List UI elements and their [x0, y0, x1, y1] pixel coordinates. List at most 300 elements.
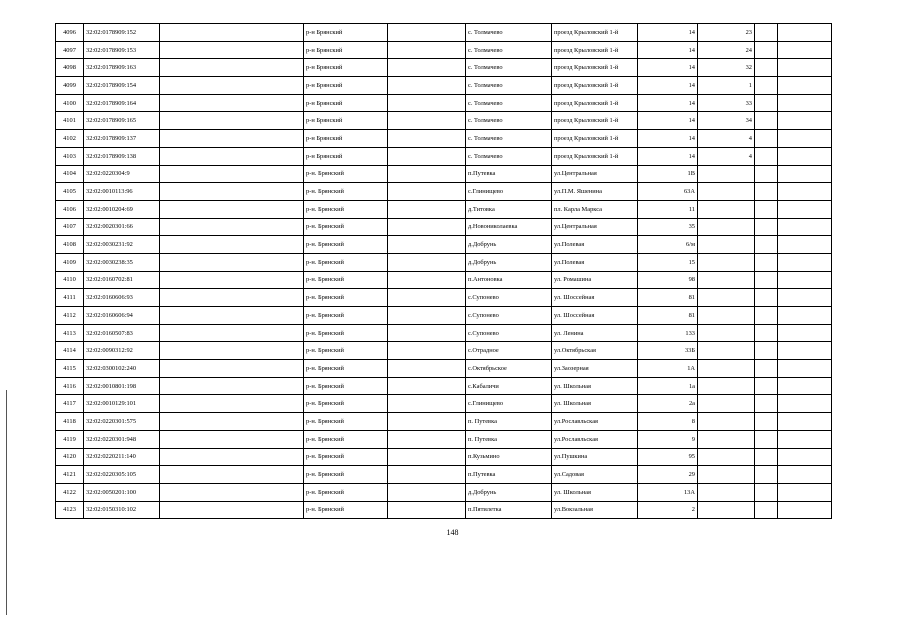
cadastral-number-cell: 32:02:0178909:137: [84, 130, 160, 148]
empty-cell: [755, 466, 778, 484]
flat-number-cell: 33: [698, 94, 755, 112]
empty-cell: [778, 483, 832, 501]
empty-cell: [160, 413, 304, 431]
flat-number-cell: [698, 183, 755, 201]
flat-number-cell: 32: [698, 59, 755, 77]
empty-cell: [778, 430, 832, 448]
empty-cell: [778, 183, 832, 201]
street-cell: проезд Крыловский 1-й: [552, 24, 638, 42]
cadastral-number-cell: 32:02:0090312:92: [84, 342, 160, 360]
settlement-cell: с. Толмачево: [466, 147, 552, 165]
settlement-cell: с.Супонево: [466, 289, 552, 307]
district-cell: р-н. Брянский: [304, 448, 388, 466]
cadastral-number-cell: 32:02:0160606:94: [84, 307, 160, 325]
empty-cell: [160, 377, 304, 395]
empty-cell: [160, 112, 304, 130]
house-number-cell: 14: [638, 112, 698, 130]
empty-cell: [755, 24, 778, 42]
empty-cell: [388, 448, 466, 466]
empty-cell: [755, 395, 778, 413]
row-number-cell: 4096: [56, 24, 84, 42]
street-cell: проезд Крыловский 1-й: [552, 41, 638, 59]
empty-cell: [388, 94, 466, 112]
empty-cell: [160, 200, 304, 218]
empty-cell: [388, 218, 466, 236]
cadastral-number-cell: 32:02:0178909:165: [84, 112, 160, 130]
empty-cell: [755, 130, 778, 148]
cadastral-number-cell: 32:02:0178909:163: [84, 59, 160, 77]
house-number-cell: 13А: [638, 483, 698, 501]
settlement-cell: с.Кабаличи: [466, 377, 552, 395]
empty-cell: [755, 360, 778, 378]
empty-cell: [388, 395, 466, 413]
cadastral-number-cell: 32:02:0010113:96: [84, 183, 160, 201]
empty-cell: [778, 200, 832, 218]
empty-cell: [755, 271, 778, 289]
settlement-cell: с. Толмачево: [466, 24, 552, 42]
cadastral-number-cell: 32:02:0178909:153: [84, 41, 160, 59]
row-number-cell: 4104: [56, 165, 84, 183]
house-number-cell: 81: [638, 289, 698, 307]
empty-cell: [778, 501, 832, 519]
settlement-cell: с. Толмачево: [466, 59, 552, 77]
flat-number-cell: [698, 501, 755, 519]
settlement-cell: п.Пятилетка: [466, 501, 552, 519]
district-cell: р-н. Брянский: [304, 200, 388, 218]
settlement-cell: с.Глинищево: [466, 183, 552, 201]
street-cell: ул.Центральная: [552, 165, 638, 183]
table-row: [56, 483, 832, 501]
district-cell: р-н. Брянский: [304, 253, 388, 271]
empty-cell: [388, 183, 466, 201]
district-cell: р-н. Брянский: [304, 377, 388, 395]
empty-cell: [755, 501, 778, 519]
district-cell: р-н. Брянский: [304, 183, 388, 201]
flat-number-cell: [698, 360, 755, 378]
flat-number-cell: [698, 236, 755, 254]
row-number-cell: 4115: [56, 360, 84, 378]
row-number-cell: 4114: [56, 342, 84, 360]
house-number-cell: 63А: [638, 183, 698, 201]
empty-cell: [160, 307, 304, 325]
settlement-cell: п.Антоновка: [466, 271, 552, 289]
row-number-cell: 4105: [56, 183, 84, 201]
empty-cell: [755, 236, 778, 254]
row-number-cell: 4119: [56, 430, 84, 448]
street-cell: ул. Школьная: [552, 377, 638, 395]
house-number-cell: 33Б: [638, 342, 698, 360]
table-row: [56, 342, 832, 360]
empty-cell: [778, 59, 832, 77]
row-number-cell: 4120: [56, 448, 84, 466]
row-number-cell: 4097: [56, 41, 84, 59]
house-number-cell: 14: [638, 59, 698, 77]
empty-cell: [160, 466, 304, 484]
empty-cell: [160, 183, 304, 201]
table-row: [56, 236, 832, 254]
table-row: [56, 147, 832, 165]
street-cell: ул.Заозерная: [552, 360, 638, 378]
empty-cell: [388, 289, 466, 307]
empty-cell: [778, 147, 832, 165]
district-cell: р-н. Брянский: [304, 483, 388, 501]
street-cell: ул. Шоссейная: [552, 307, 638, 325]
empty-cell: [388, 324, 466, 342]
empty-cell: [388, 253, 466, 271]
settlement-cell: п.Кузьмино: [466, 448, 552, 466]
settlement-cell: д.Добрунь: [466, 253, 552, 271]
district-cell: р-н Брянский: [304, 147, 388, 165]
row-number-cell: 4098: [56, 59, 84, 77]
table-row: [56, 466, 832, 484]
street-cell: ул.Полевая: [552, 236, 638, 254]
empty-cell: [160, 218, 304, 236]
street-cell: ул. Школьная: [552, 395, 638, 413]
empty-cell: [160, 324, 304, 342]
street-cell: проезд Крыловский 1-й: [552, 130, 638, 148]
empty-cell: [388, 59, 466, 77]
empty-cell: [160, 289, 304, 307]
table-row: [56, 360, 832, 378]
empty-cell: [388, 77, 466, 95]
flat-number-cell: [698, 430, 755, 448]
empty-cell: [755, 289, 778, 307]
empty-cell: [778, 395, 832, 413]
empty-cell: [388, 130, 466, 148]
empty-cell: [388, 271, 466, 289]
row-number-cell: 4118: [56, 413, 84, 431]
cadastral-number-cell: 32:02:0220211:140: [84, 448, 160, 466]
flat-number-cell: [698, 377, 755, 395]
row-number-cell: 4113: [56, 324, 84, 342]
flat-number-cell: 24: [698, 41, 755, 59]
table-row: [56, 501, 832, 519]
cadastral-number-cell: 32:02:0220304:9: [84, 165, 160, 183]
empty-cell: [388, 342, 466, 360]
empty-cell: [755, 112, 778, 130]
empty-cell: [755, 377, 778, 395]
street-cell: проезд Крыловский 1-й: [552, 59, 638, 77]
cadastral-number-cell: 32:02:0020301:66: [84, 218, 160, 236]
street-cell: ул.Октябрьская: [552, 342, 638, 360]
empty-cell: [778, 360, 832, 378]
table-row: [56, 94, 832, 112]
empty-cell: [755, 183, 778, 201]
row-number-cell: 4110: [56, 271, 84, 289]
empty-cell: [778, 41, 832, 59]
table-row: [56, 130, 832, 148]
settlement-cell: с. Толмачево: [466, 94, 552, 112]
empty-cell: [755, 307, 778, 325]
table-row: [56, 413, 832, 431]
settlement-cell: с. Толмачево: [466, 77, 552, 95]
row-number-cell: 4109: [56, 253, 84, 271]
empty-cell: [755, 218, 778, 236]
house-number-cell: 14: [638, 94, 698, 112]
district-cell: р-н. Брянский: [304, 218, 388, 236]
page-number: 148: [446, 528, 459, 537]
table-row: [56, 218, 832, 236]
district-cell: р-н. Брянский: [304, 271, 388, 289]
street-cell: ул.Центральная: [552, 218, 638, 236]
margin-rule: [6, 390, 7, 615]
table-row: [56, 324, 832, 342]
row-number-cell: 4121: [56, 466, 84, 484]
empty-cell: [160, 342, 304, 360]
empty-cell: [778, 218, 832, 236]
district-cell: р-н. Брянский: [304, 360, 388, 378]
empty-cell: [388, 483, 466, 501]
cadastral-number-cell: 32:02:0010129:101: [84, 395, 160, 413]
cadastral-number-cell: 32:02:0160702:81: [84, 271, 160, 289]
table-row: [56, 24, 832, 42]
row-number-cell: 4117: [56, 395, 84, 413]
district-cell: р-н. Брянский: [304, 324, 388, 342]
row-number-cell: 4116: [56, 377, 84, 395]
table-row: [56, 200, 832, 218]
empty-cell: [388, 413, 466, 431]
empty-cell: [388, 236, 466, 254]
empty-cell: [160, 430, 304, 448]
empty-cell: [160, 24, 304, 42]
flat-number-cell: [698, 466, 755, 484]
empty-cell: [388, 430, 466, 448]
house-number-cell: 98: [638, 271, 698, 289]
empty-cell: [160, 147, 304, 165]
house-number-cell: 14: [638, 130, 698, 148]
cadastral-number-cell: 32:02:0300102:240: [84, 360, 160, 378]
cadastral-number-cell: 32:02:0178909:152: [84, 24, 160, 42]
flat-number-cell: 34: [698, 112, 755, 130]
settlement-cell: с.Октябрьское: [466, 360, 552, 378]
empty-cell: [755, 253, 778, 271]
table-row: [56, 253, 832, 271]
row-number-cell: 4106: [56, 200, 84, 218]
empty-cell: [778, 307, 832, 325]
district-cell: р-н Брянский: [304, 24, 388, 42]
row-number-cell: 4100: [56, 94, 84, 112]
empty-cell: [388, 377, 466, 395]
flat-number-cell: 23: [698, 24, 755, 42]
empty-cell: [755, 94, 778, 112]
cadastral-number-cell: 32:02:0178909:154: [84, 77, 160, 95]
cadastral-number-cell: 32:02:0160606:93: [84, 289, 160, 307]
cadastral-number-cell: 32:02:0030231:92: [84, 236, 160, 254]
flat-number-cell: [698, 289, 755, 307]
flat-number-cell: [698, 253, 755, 271]
flat-number-cell: [698, 448, 755, 466]
street-cell: ул.П.М. Яшенина: [552, 183, 638, 201]
empty-cell: [388, 112, 466, 130]
cadastral-number-cell: 32:02:0010204:69: [84, 200, 160, 218]
empty-cell: [388, 41, 466, 59]
district-cell: р-н. Брянский: [304, 395, 388, 413]
street-cell: ул. Школьная: [552, 483, 638, 501]
district-cell: р-н. Брянский: [304, 289, 388, 307]
settlement-cell: д.Новониколаевка: [466, 218, 552, 236]
flat-number-cell: 1: [698, 77, 755, 95]
table-row: [56, 377, 832, 395]
cadastral-number-cell: 32:02:0220301:575: [84, 413, 160, 431]
settlement-cell: п. Путевка: [466, 413, 552, 431]
row-number-cell: 4108: [56, 236, 84, 254]
street-cell: ул. Ленина: [552, 324, 638, 342]
table-row: [56, 183, 832, 201]
district-cell: р-н. Брянский: [304, 342, 388, 360]
house-number-cell: 14: [638, 24, 698, 42]
register-table: [55, 23, 832, 519]
table-row: [56, 165, 832, 183]
empty-cell: [388, 307, 466, 325]
table-row: [56, 430, 832, 448]
empty-cell: [778, 377, 832, 395]
empty-cell: [755, 413, 778, 431]
empty-cell: [755, 147, 778, 165]
empty-cell: [778, 448, 832, 466]
house-number-cell: 14: [638, 77, 698, 95]
empty-cell: [160, 448, 304, 466]
street-cell: ул.Рославльская: [552, 413, 638, 431]
flat-number-cell: [698, 324, 755, 342]
row-number-cell: 4123: [56, 501, 84, 519]
empty-cell: [755, 77, 778, 95]
district-cell: р-н. Брянский: [304, 413, 388, 431]
empty-cell: [778, 342, 832, 360]
cadastral-number-cell: 32:02:0050201:100: [84, 483, 160, 501]
settlement-cell: с. Толмачево: [466, 130, 552, 148]
empty-cell: [778, 24, 832, 42]
cadastral-number-cell: 32:02:0178909:164: [84, 94, 160, 112]
cadastral-number-cell: 32:02:0030238:35: [84, 253, 160, 271]
empty-cell: [778, 236, 832, 254]
settlement-cell: д.Титовка: [466, 200, 552, 218]
settlement-cell: с.Отрадное: [466, 342, 552, 360]
empty-cell: [755, 430, 778, 448]
empty-cell: [388, 147, 466, 165]
table-row: [56, 77, 832, 95]
district-cell: р-н. Брянский: [304, 236, 388, 254]
house-number-cell: 95: [638, 448, 698, 466]
empty-cell: [755, 324, 778, 342]
empty-cell: [755, 165, 778, 183]
table-row: [56, 271, 832, 289]
settlement-cell: с. Толмачево: [466, 41, 552, 59]
empty-cell: [388, 466, 466, 484]
street-cell: ул.Садовая: [552, 466, 638, 484]
street-cell: пл. Карла Маркса: [552, 200, 638, 218]
district-cell: р-н Брянский: [304, 130, 388, 148]
flat-number-cell: [698, 395, 755, 413]
settlement-cell: д.Добрунь: [466, 483, 552, 501]
empty-cell: [778, 253, 832, 271]
house-number-cell: 9: [638, 430, 698, 448]
empty-cell: [755, 59, 778, 77]
empty-cell: [160, 130, 304, 148]
empty-cell: [160, 165, 304, 183]
settlement-cell: с. Толмачево: [466, 112, 552, 130]
house-number-cell: 11: [638, 200, 698, 218]
district-cell: р-н. Брянский: [304, 430, 388, 448]
row-number-cell: 4099: [56, 77, 84, 95]
flat-number-cell: 4: [698, 147, 755, 165]
flat-number-cell: [698, 165, 755, 183]
empty-cell: [755, 41, 778, 59]
district-cell: р-н Брянский: [304, 41, 388, 59]
street-cell: ул.Полевая: [552, 253, 638, 271]
empty-cell: [160, 94, 304, 112]
cadastral-number-cell: 32:02:0220301:948: [84, 430, 160, 448]
flat-number-cell: [698, 200, 755, 218]
flat-number-cell: [698, 271, 755, 289]
empty-cell: [160, 236, 304, 254]
flat-number-cell: [698, 342, 755, 360]
table-row: [56, 41, 832, 59]
house-number-cell: 15: [638, 253, 698, 271]
settlement-cell: с.Супонево: [466, 324, 552, 342]
row-number-cell: 4103: [56, 147, 84, 165]
empty-cell: [160, 41, 304, 59]
flat-number-cell: [698, 218, 755, 236]
table-row: [56, 112, 832, 130]
empty-cell: [778, 112, 832, 130]
register-table-body: [56, 24, 832, 519]
cadastral-number-cell: 32:02:0160507:83: [84, 324, 160, 342]
district-cell: р-н. Брянский: [304, 466, 388, 484]
house-number-cell: 14: [638, 147, 698, 165]
empty-cell: [388, 200, 466, 218]
empty-cell: [388, 24, 466, 42]
settlement-cell: д.Добрунь: [466, 236, 552, 254]
empty-cell: [160, 395, 304, 413]
empty-cell: [778, 165, 832, 183]
street-cell: ул. Ромашина: [552, 271, 638, 289]
table-row: [56, 448, 832, 466]
flat-number-cell: [698, 307, 755, 325]
district-cell: р-н Брянский: [304, 94, 388, 112]
district-cell: р-н. Брянский: [304, 165, 388, 183]
empty-cell: [755, 342, 778, 360]
cadastral-number-cell: 32:02:0178909:138: [84, 147, 160, 165]
settlement-cell: п. Путевка: [466, 430, 552, 448]
row-number-cell: 4101: [56, 112, 84, 130]
district-cell: р-н. Брянский: [304, 501, 388, 519]
flat-number-cell: [698, 413, 755, 431]
settlement-cell: п.Путевка: [466, 466, 552, 484]
street-cell: проезд Крыловский 1-й: [552, 77, 638, 95]
street-cell: проезд Крыловский 1-й: [552, 112, 638, 130]
empty-cell: [160, 253, 304, 271]
house-number-cell: 2: [638, 501, 698, 519]
empty-cell: [778, 94, 832, 112]
empty-cell: [778, 77, 832, 95]
house-number-cell: 1В: [638, 165, 698, 183]
empty-cell: [755, 200, 778, 218]
house-number-cell: 1а: [638, 377, 698, 395]
row-number-cell: 4107: [56, 218, 84, 236]
street-cell: ул. Шоссейная: [552, 289, 638, 307]
street-cell: ул.Пушкина: [552, 448, 638, 466]
empty-cell: [755, 448, 778, 466]
cadastral-number-cell: 32:02:0010801:198: [84, 377, 160, 395]
empty-cell: [160, 483, 304, 501]
table-row: [56, 59, 832, 77]
settlement-cell: п.Путевка: [466, 165, 552, 183]
house-number-cell: 35: [638, 218, 698, 236]
district-cell: р-н. Брянский: [304, 307, 388, 325]
empty-cell: [160, 59, 304, 77]
district-cell: р-н Брянский: [304, 59, 388, 77]
row-number-cell: 4122: [56, 483, 84, 501]
